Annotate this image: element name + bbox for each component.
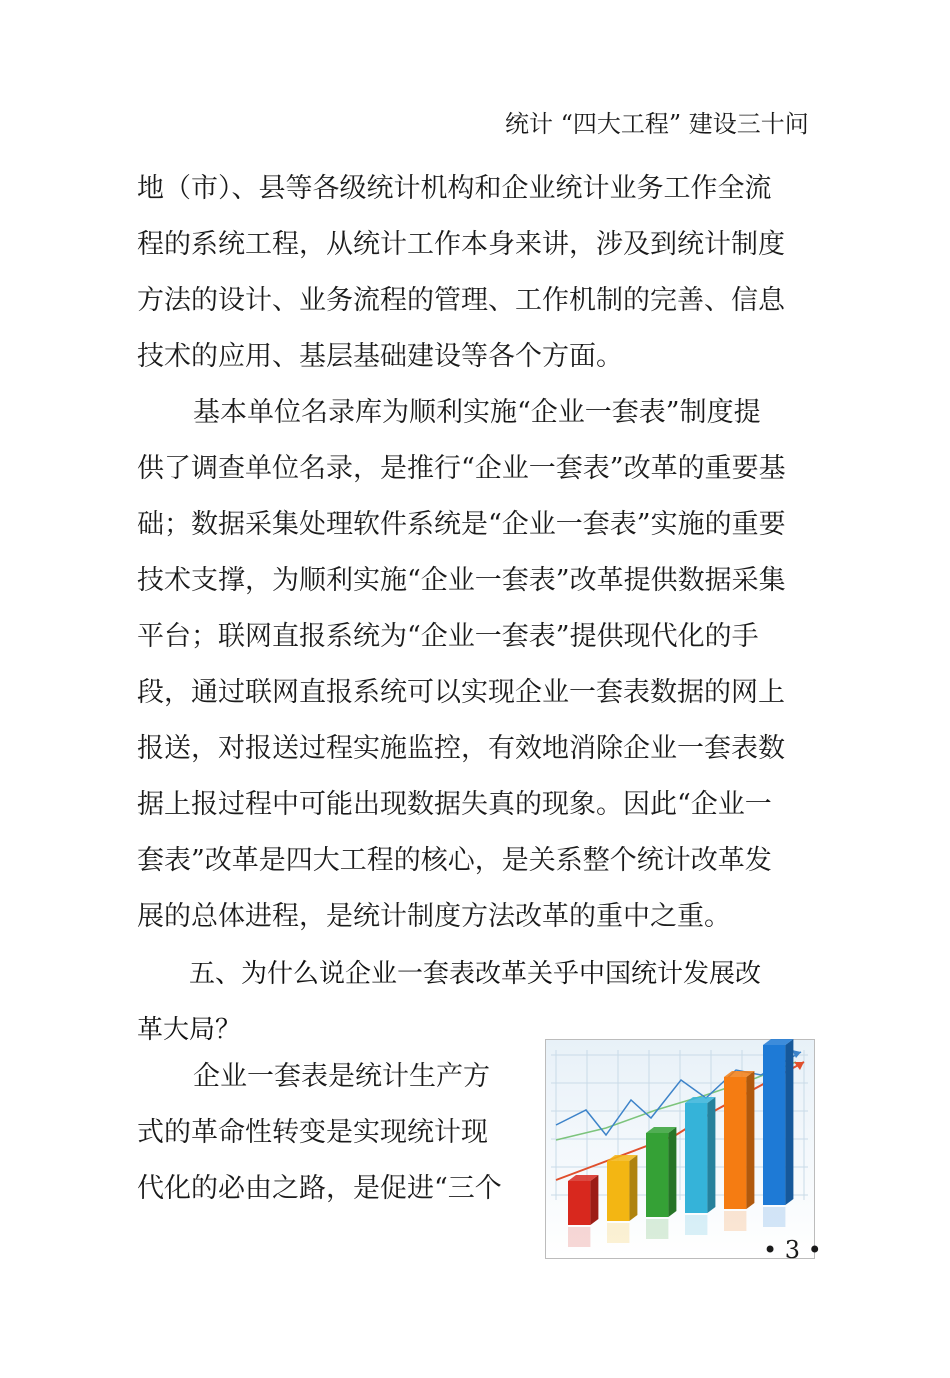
bar-chart-growth-icon <box>545 1039 822 1264</box>
text-line: 供了调查单位名录，是推行“企业一套表”改革的重要基 <box>137 453 786 484</box>
text-line: 企业一套表是统计生产方 <box>193 1061 490 1092</box>
text-line: 础；数据采集处理软件系统是“企业一套表”实施的重要 <box>137 509 786 540</box>
text-line: 方法的设计、业务流程的管理、工作机制的完善、信息 <box>137 285 785 316</box>
text-line: 平台；联网直报系统为“企业一套表”提供现代化的手 <box>137 621 759 652</box>
text-line: 程的系统工程，从统计工作本身来讲，涉及到统计制度 <box>137 229 785 260</box>
text-line: 套表”改革是四大工程的核心，是关系整个统计改革发 <box>137 845 772 876</box>
text-line: 展的总体进程，是统计制度方法改革的重中之重。 <box>137 901 731 932</box>
text-line: 式的革命性转变是实现统计现 <box>137 1117 488 1148</box>
text-line: 地（市）、县等各级统计机构和企业统计业务工作全流 <box>137 173 772 204</box>
text-line: 基本单位名录库为顺利实施“企业一套表”制度提 <box>193 397 761 428</box>
text-line: 代化的必由之路，是促进“三个 <box>137 1173 502 1204</box>
text-line: 据上报过程中可能出现数据失真的现象。因此“企业一 <box>137 789 772 820</box>
heading-line: 五、为什么说企业一套表改革关乎中国统计发展改 <box>189 959 762 989</box>
text-line: 技术支撑，为顺利实施“企业一套表”改革提供数据采集 <box>137 565 786 596</box>
running-header: 统计 “四大工程” 建设三十问 <box>505 110 809 138</box>
text-line: 技术的应用、基层基础建设等各个方面。 <box>137 341 623 372</box>
illustration-bar <box>763 1039 793 1227</box>
text-line: 段，通过联网直报系统可以实现企业一套表数据的网上 <box>137 677 785 708</box>
text-line: 报送，对报送过程实施监控，有效地消除企业一套表数 <box>137 733 785 764</box>
heading-line: 革大局？ <box>137 1015 242 1045</box>
page-number: • 3 • <box>763 1236 822 1264</box>
